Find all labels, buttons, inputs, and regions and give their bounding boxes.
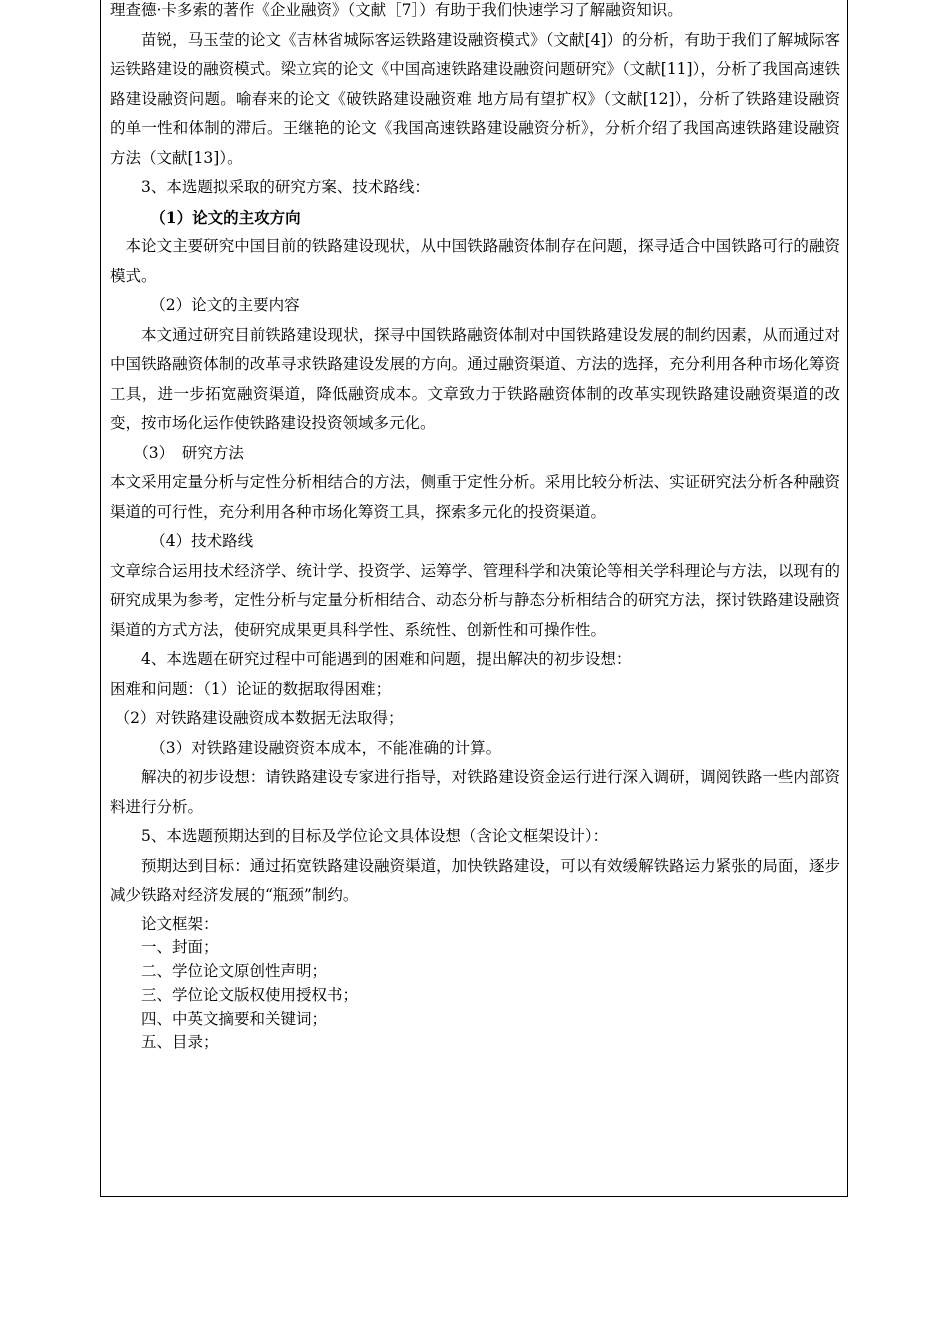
framework-item: 三、学位论文版权使用授权书； <box>141 985 359 1004</box>
subheading-research-method: （3） 研究方法 <box>133 443 244 462</box>
paragraph-literature-review: 苗锐，马玉莹的论文《吉林省城际客运铁路建设融资模式》（文献[4]）的分析，有助于我们了解城际客运铁路建设的融资模式。梁立宾的论文《中国高速铁路建设融资问题研究》（文献[11]），分析了我国高速铁路建设融资问题。喻春来的论文《破铁路建设融资难 地方局有望扩权》（文献[12]），分析了铁路建设融资的单一性和体制的滞后。王继艳的论文《我国高速铁路建设融资分析》，分析介绍了我国高速铁路建设融资方法（文献[13]）。 <box>110 30 840 167</box>
paragraph-research-method: 本文采用定量分析与定性分析相结合的方法，侧重于定性分析。采用比较分析法、实证研究法分析各种融资渠道的可行性，充分利用各种市场化筹资工具，探索多元化的投资渠道。 <box>110 473 840 521</box>
section-3-heading: 3、本选题拟采取的研究方案、技术路线： <box>141 178 430 196</box>
paragraph-reference-7: 理查德·卡多索的著作《企业融资》（文献［7］）有助于我们快速学习了解融资知识。 <box>110 1 683 19</box>
subheading-main-content: （2）论文的主要内容 <box>150 296 300 314</box>
framework-item: 一、封面； <box>141 938 219 957</box>
paragraph-technical-route: 文章综合运用技术经济学、统计学、投资学、运筹学、管理科学和决策论等相关学科理论与方法，以现有的研究成果为参考，定性分析与定量分析相结合、动态分析与静态分析相结合的研究方法，探讨铁路建设融资渠道的方式方法，使研究成果更具科学性、系统性、创新性和可操作性。 <box>110 561 840 639</box>
subheading-main-direction: （1）论文的主攻方向 <box>150 207 301 227</box>
difficulty-item-2: （2）对铁路建设融资成本数据无法取得； <box>114 709 404 727</box>
section-4-heading: 4、本选题在研究过程中可能遇到的困难和问题，提出解决的初步设想： <box>141 650 632 668</box>
paragraph-expected-goal: 预期达到目标：通过拓宽铁路建设融资渠道，加快铁路建设，可以有效缓解铁路运力紧张的局面，逐步减少铁路对经济发展的“瓶颈”制约。 <box>110 856 840 904</box>
paragraph-solution: 解决的初步设想：请铁路建设专家进行指导，对铁路建设资金运行进行深入调研，调阅铁路一些内部资料进行分析。 <box>110 768 840 816</box>
paragraph-main-direction: 本论文主要研究中国目前的铁路建设现状，从中国铁路融资体制存在问题，探寻适合中国铁路可行的融资模式。 <box>110 237 840 285</box>
difficulty-item-1: 困难和问题：（1）论证的数据取得困难； <box>110 679 392 698</box>
subheading-technical-route: （4）技术路线 <box>150 532 254 550</box>
framework-item: 四、中英文摘要和关键词； <box>141 1009 328 1028</box>
paragraph-main-content: 本文通过研究目前铁路建设现状，探寻中国铁路融资体制对中国铁路建设发展的制约因素，从而通过对中国铁路融资体制的改革寻求铁路建设发展的方向。通过融资渠道、方法的选择，充分利用各种市场化筹资工具，进一步拓宽融资渠道，降低融资成本。文章致力于铁路融资体制的改革实现铁路建设融资渠道的改变，按市场化运作使铁路建设投资领域多元化。 <box>110 325 840 432</box>
section-5-heading: 5、本选题预期达到的目标及学位论文具体设想（含论文框架设计）： <box>141 827 609 845</box>
difficulty-item-3: （3）对铁路建设融资资本成本，不能准确的计算。 <box>150 738 502 757</box>
framework-item: 二、学位论文原创性声明； <box>141 962 328 981</box>
framework-heading: 论文框架： <box>141 914 219 933</box>
framework-item: 五、目录； <box>141 1033 219 1052</box>
framework-list <box>110 913 840 1056</box>
document-body <box>110 0 840 1055</box>
